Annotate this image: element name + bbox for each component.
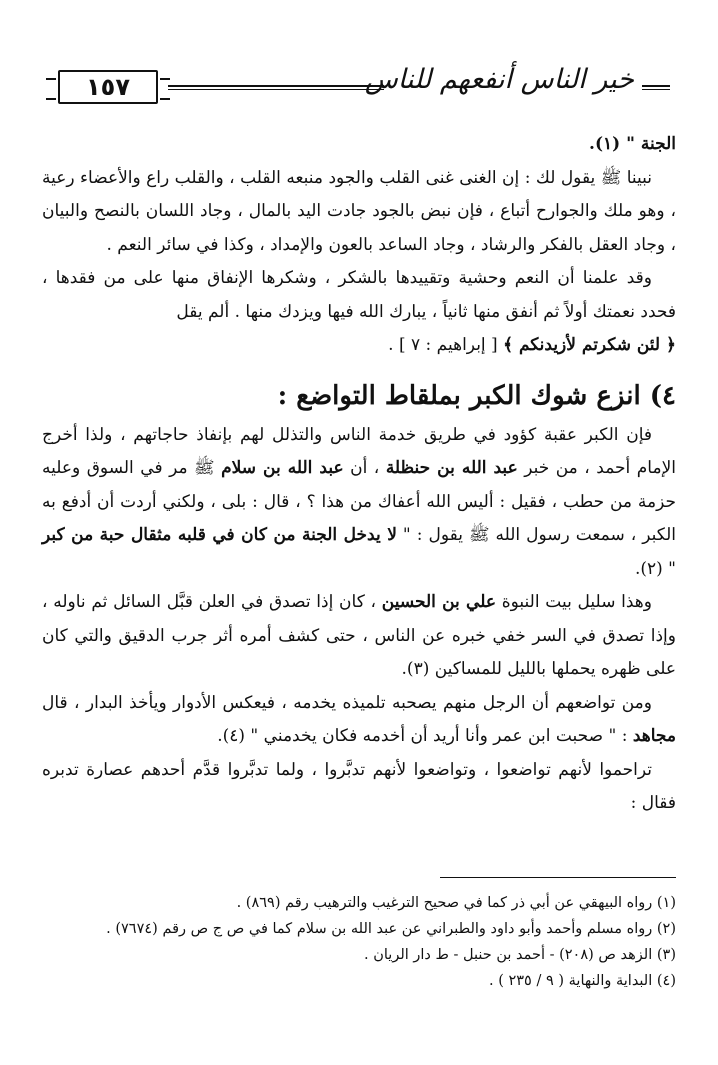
text-run: " (٢). — [634, 558, 676, 579]
verse-reference: [ إبراهيم : ٧ ] . — [388, 335, 504, 355]
companion-name: عبد الله بن سلام — [221, 458, 344, 478]
paragraph-generosity: نبينا ﷺ يقول لك : إن الغنى غنى القلب والجود منبعه القلب ، والقلب راع والأعضاء رعية ، وهو ملك والجوارح أتباع ، فإن نبض بالجود جادت اليد بالمال ، وجاد اللسان بالنصح والبيان ، وجاد العقل بالفكر والرشاد ، وجاد الساعد بالعون والإمداد ، وكذا في سائر النعم . — [42, 167, 676, 255]
footnote-1: (١) رواه البيهقي عن أبي ذر كما في صحيح الترغيب والترهيب رقم (٨٦٩) . — [236, 895, 676, 911]
header-rule-left — [168, 85, 384, 90]
running-header — [58, 60, 670, 116]
text-run: : " صحبت ابن عمر وأنا أريد أن أخدمه فكان يخدمني " (٤). — [217, 726, 633, 746]
text-run: ، كان إذا تصدق في العلن قبَّل السائل ثم ناوله ، وإذا تصدق في السر خفي خبره عن الناس ، حتى كشف أمره أثر جرب الدقيق والتي كان على ظهره يحملها بالليل للمساكين (٣). — [42, 592, 676, 679]
text-run: ومن تواضعهم أن الرجل منهم يصحبه تلميذه يخدمه ، فيعكس الأدوار ويأخذ البدار ، قال — [42, 692, 652, 713]
narrator-name: عبد الله بن حنظلة — [385, 458, 518, 478]
footnotes — [42, 890, 676, 994]
person-name: علي بن الحسين — [381, 592, 496, 612]
text-run: ﷺ مر في السوق وعليه حزمة من حطب ، فقيل : أليس الله أعفاك من هذا ؟ ، قال : بلى ، ولكني أردت أن أدفع به الكبر ، سمعت رسول الله ﷺ يقول : " — [42, 458, 676, 545]
paragraph-conclusion: تراحموا لأنهم تواضعوا ، وتواضعوا لأنهم تدبَّروا ، ولما تدبَّروا قدَّم أحدهم عصارة تدبره فقال : — [42, 759, 676, 813]
footnote-2: (٢) رواه مسلم وأحمد وأبو داود والطبراني عن عبد الله بن سلام كما في ص ج ص رقم (٧٦٧٤) . — [106, 921, 676, 937]
paragraph-arrogance — [42, 419, 676, 587]
text-run: فإن الكبر عقبة كؤود في طريق خدمة الناس والتذلل لهم بإنفاذ حاجاتهم ، ولذا أخرج الإمام أحمد ، من خبر — [42, 424, 677, 478]
text-run: وهذا سليل بيت النبوة — [495, 592, 652, 612]
page-number: ١٥٧ — [58, 70, 158, 104]
paragraph-mujahid — [42, 687, 676, 754]
paragraph-continuation: الجنة " (١). — [589, 134, 676, 154]
footnote-4: (٤) البداية والنهاية ( ٩ / ٢٣٥ ) . — [489, 973, 676, 989]
quran-verse-line — [42, 329, 676, 363]
paragraph-gratitude: وقد علمنا أن النعم وحشية وتقييدها بالشكر ، وشكرها الإنفاق منها على من فقدها ، فحدد نعمتك أولاً ثم أنفق منها ثانياً ، يبارك الله فيها ويزدك منها . ألم يقل — [42, 268, 676, 322]
footnote-3: (٣) الزهد ص (٢٠٨) - أحمد بن حنبل - ط دار الريان . — [364, 947, 676, 963]
quran-verse: ﴿ لئن شكرتم لأزيدنكم ﴾ — [503, 335, 676, 355]
hadith-quote: لا يدخل الجنة من كان في قلبه مثقال حبة من كبر — [42, 525, 397, 545]
person-name: مجاهد — [632, 726, 676, 746]
section-heading: ٤) انزع شوك الكبر بملقاط التواضع : — [277, 380, 676, 411]
running-title: خير الناس أنفعهم للناس — [364, 64, 634, 95]
paragraph-ali-ibn-hussein — [42, 586, 676, 687]
footnote-divider — [440, 877, 676, 878]
text-run: ، أن — [343, 458, 386, 478]
header-rule-right — [642, 85, 670, 90]
main-text — [42, 128, 676, 821]
